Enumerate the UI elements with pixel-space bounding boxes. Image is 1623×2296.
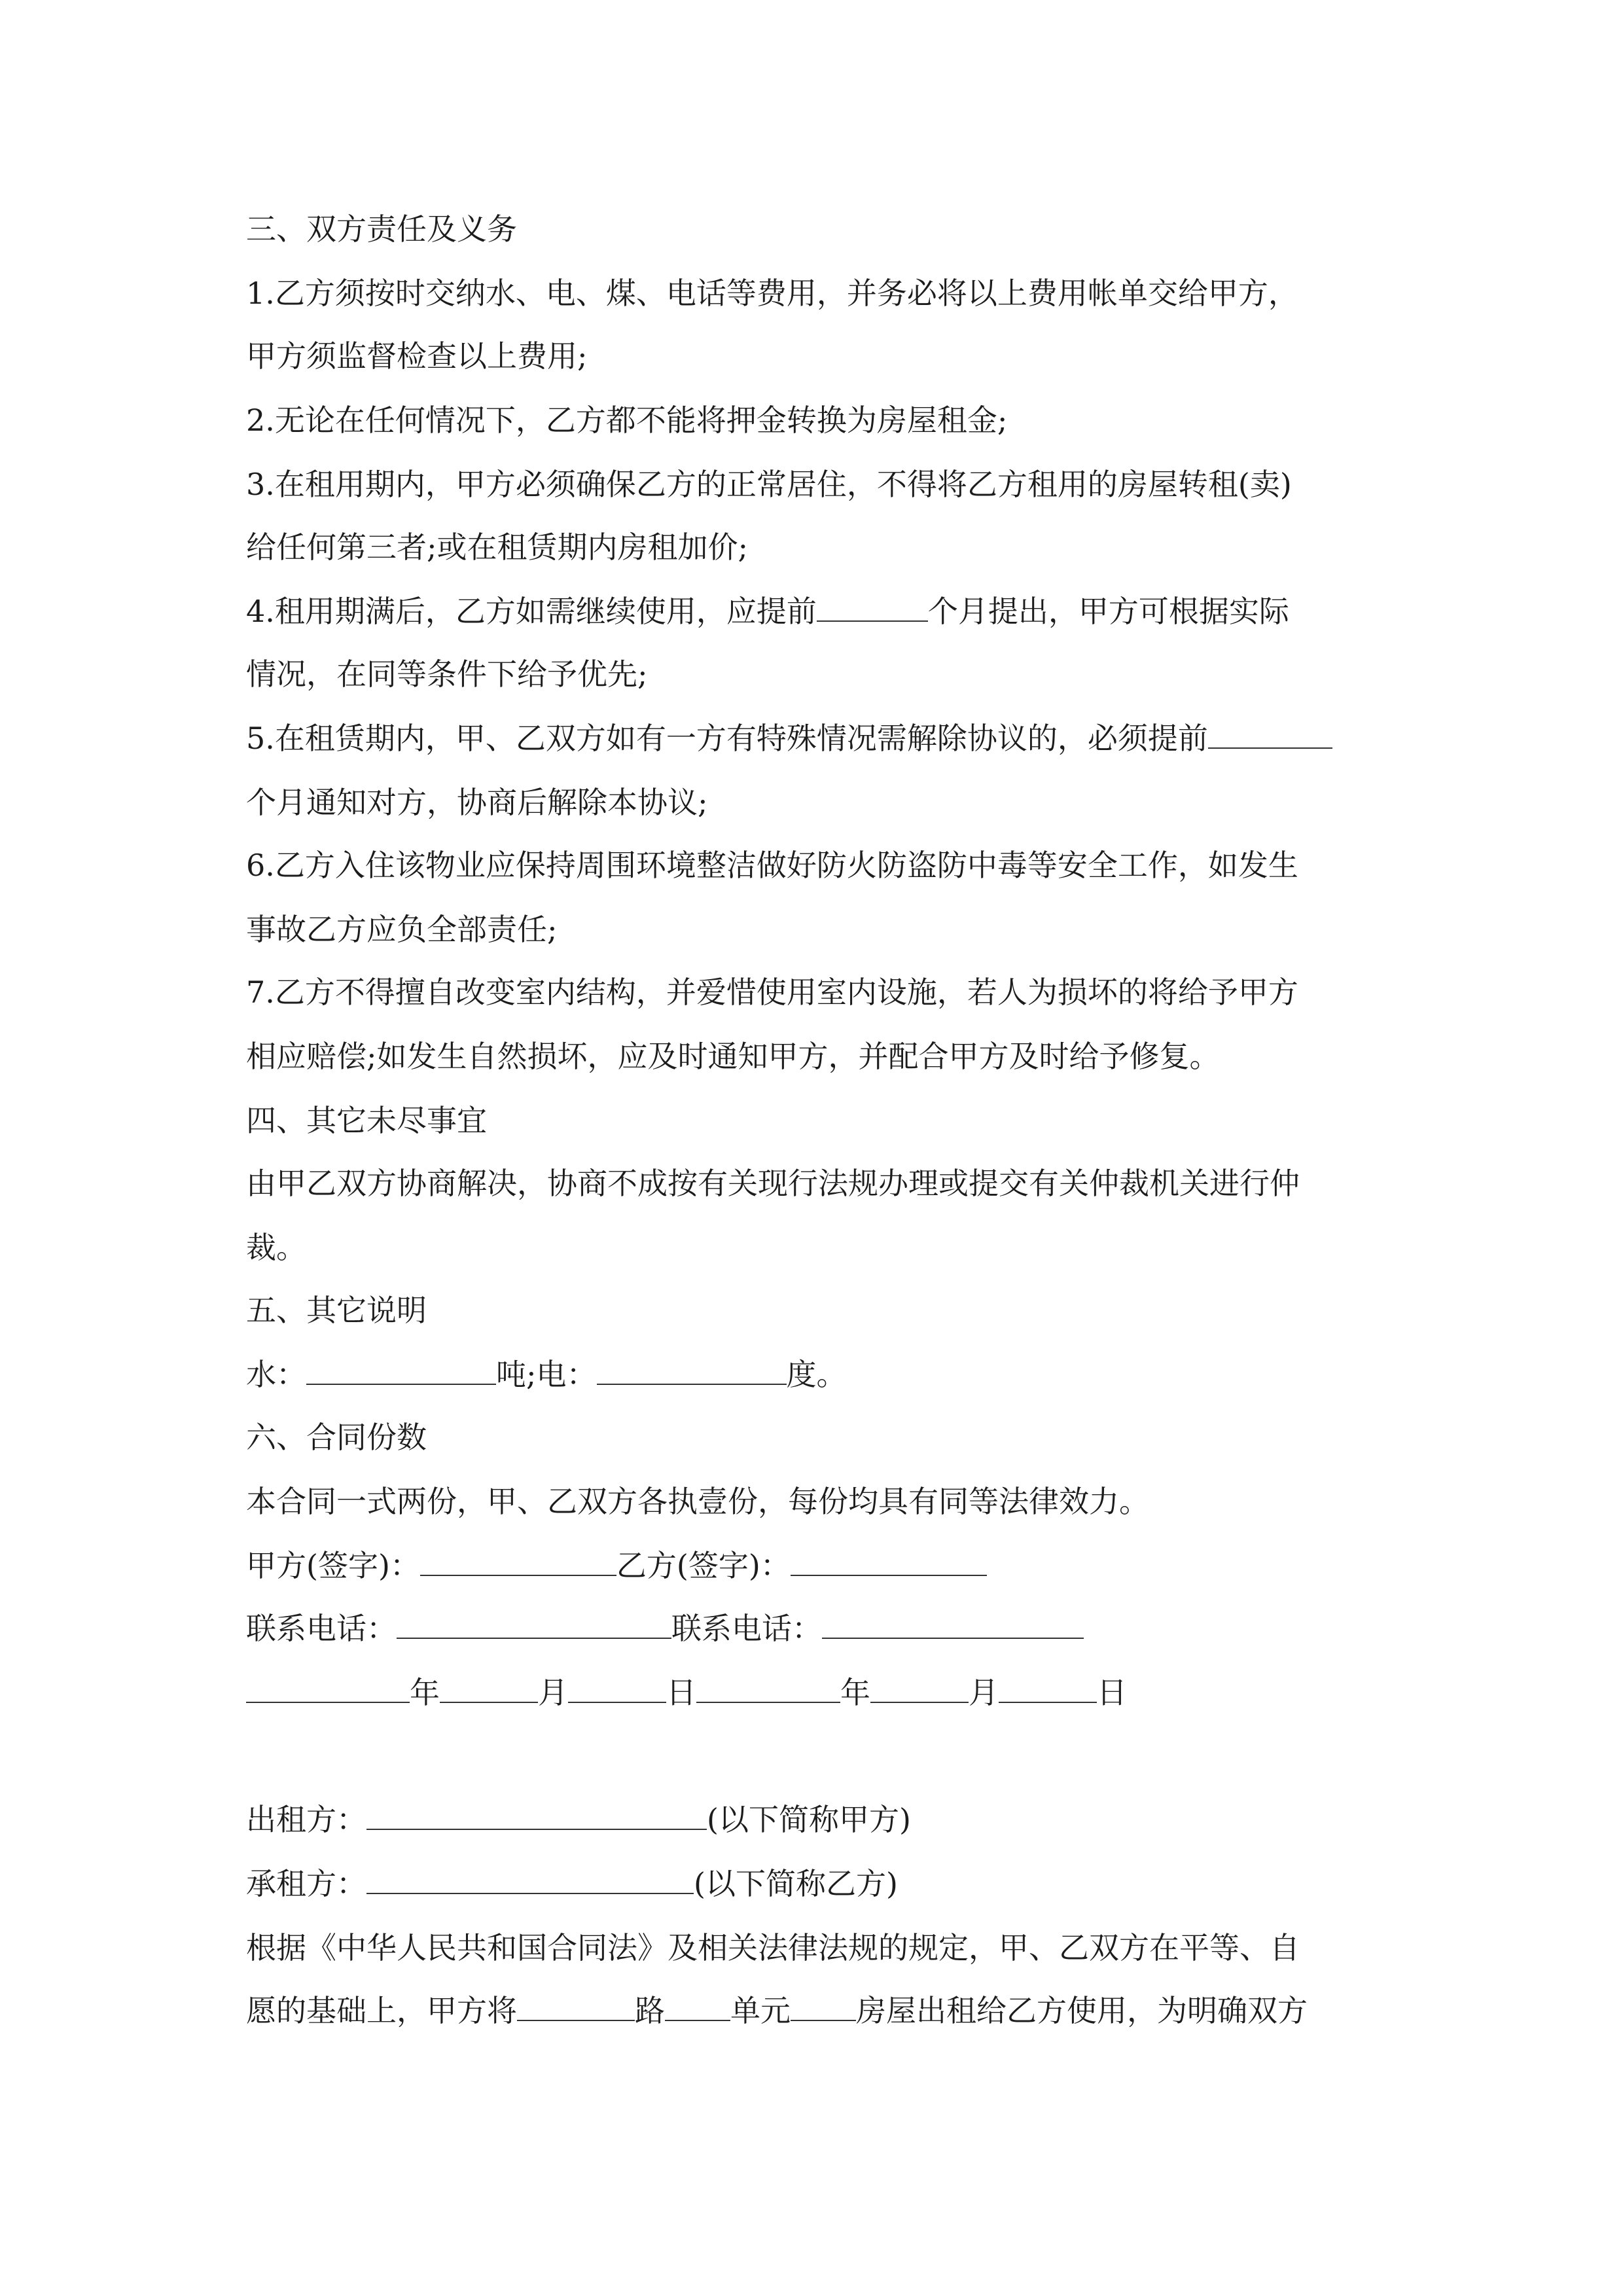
clause-5-line-1: 5.在租赁期内，甲、乙双方如有一方有特殊情况需解除协议的，必须提前 — [246, 719, 1385, 758]
party-b-month-blank[interactable] — [870, 1676, 969, 1703]
party-a-phone-blank[interactable] — [397, 1611, 671, 1639]
clause-6-line-1: 6.乙方入住该物业应保持周围环境整洁做好防火防盗防中毒等安全工作，如发生 — [246, 848, 1298, 883]
party-b-year-blank[interactable] — [696, 1676, 840, 1703]
party-a-year-blank[interactable] — [246, 1676, 410, 1703]
party-b-day-blank[interactable] — [999, 1676, 1097, 1703]
date-line: 年 月 日 年 月 日 — [246, 1673, 1385, 1712]
unit-blank[interactable] — [791, 1994, 856, 2021]
party-b-signature-blank[interactable] — [791, 1549, 987, 1576]
section-5-heading: 五、其它说明 — [246, 1293, 427, 1328]
clause-4-line-2: 情况，在同等条件下给予优先; — [246, 656, 648, 692]
clause-5-line-2: 个月通知对方，协商后解除本协议; — [246, 785, 708, 820]
water-reading-blank[interactable] — [306, 1357, 496, 1385]
section-4-line-2: 裁。 — [246, 1230, 306, 1265]
clause-7-line-1: 7.乙方不得擅自改变室内结构，并爱惜使用室内设施，若人为损坏的将给予甲方 — [246, 975, 1298, 1010]
road-blank[interactable] — [517, 1994, 635, 2021]
party-a-month-blank[interactable] — [440, 1676, 538, 1703]
clause-7-line-2: 相应赔偿;如发生自然损坏，应及时通知甲方，并配合甲方及时给予修复。 — [246, 1039, 1220, 1074]
party-a-signature-blank[interactable] — [420, 1549, 616, 1576]
clause-1-line-1: 1.乙方须按时交纳水、电、煤、电话等费用，并务必将以上费用帐单交给甲方， — [246, 276, 1298, 311]
party-a-day-blank[interactable] — [568, 1676, 666, 1703]
lessor-line: 出租方： (以下简称甲方) — [246, 1802, 911, 1837]
phone-line: 联系电话： 联系电话： — [246, 1609, 1385, 1648]
clause-4-line-1: 4.租用期满后，乙方如需继续使用，应提前 个月提出，甲方可根据实际 — [246, 594, 1289, 629]
utilities-line: 水： 吨;电： 度。 — [246, 1357, 847, 1392]
termination-notice-blank[interactable] — [1208, 721, 1332, 749]
clause-3-line-1: 3.在租用期内，甲方必须确保乙方的正常居住，不得将乙方租用的房屋转租(卖) — [246, 467, 1292, 502]
lessee-name-blank[interactable] — [366, 1867, 694, 1894]
lessor-name-blank[interactable] — [366, 1803, 707, 1830]
clause-3-line-2: 给任何第三者;或在租赁期内房租加价; — [246, 529, 748, 565]
lessee-line: 承租方： (以下简称乙方) — [246, 1866, 898, 1901]
clause-2: 2.无论在任何情况下，乙方都不能将押金转换为房屋租金; — [246, 403, 1008, 438]
clause-1-line-2: 甲方须监督检查以上费用; — [246, 338, 588, 374]
section-3-heading: 三、双方责任及义务 — [246, 211, 517, 247]
advance-months-blank[interactable] — [817, 594, 928, 622]
party-b-phone-blank[interactable] — [822, 1611, 1084, 1639]
section-6-heading: 六、合同份数 — [246, 1420, 427, 1455]
preamble-line-1: 根据《中华人民共和国合同法》及相关法律法规的规定，甲、乙双方在平等、自 — [246, 1930, 1300, 1965]
signature-line: 甲方(签字)： 乙方(签字)： — [246, 1546, 1385, 1585]
preamble-line-2: 愿的基础上，甲方将 路 单元 房屋出租给乙方使用，为明确双方 — [246, 1993, 1308, 2028]
electricity-reading-blank[interactable] — [597, 1357, 787, 1385]
copies-line: 本合同一式两份，甲、乙双方各执壹份，每份均具有同等法律效力。 — [246, 1484, 1149, 1519]
section-4-line-1: 由甲乙双方协商解决，协商不成按有关现行法规办理或提交有关仲裁机关进行仲 — [246, 1166, 1300, 1201]
building-blank[interactable] — [665, 1994, 730, 2021]
clause-6-line-2: 事故乙方应负全部责任; — [246, 912, 558, 947]
section-4-heading: 四、其它未尽事宜 — [246, 1103, 487, 1138]
